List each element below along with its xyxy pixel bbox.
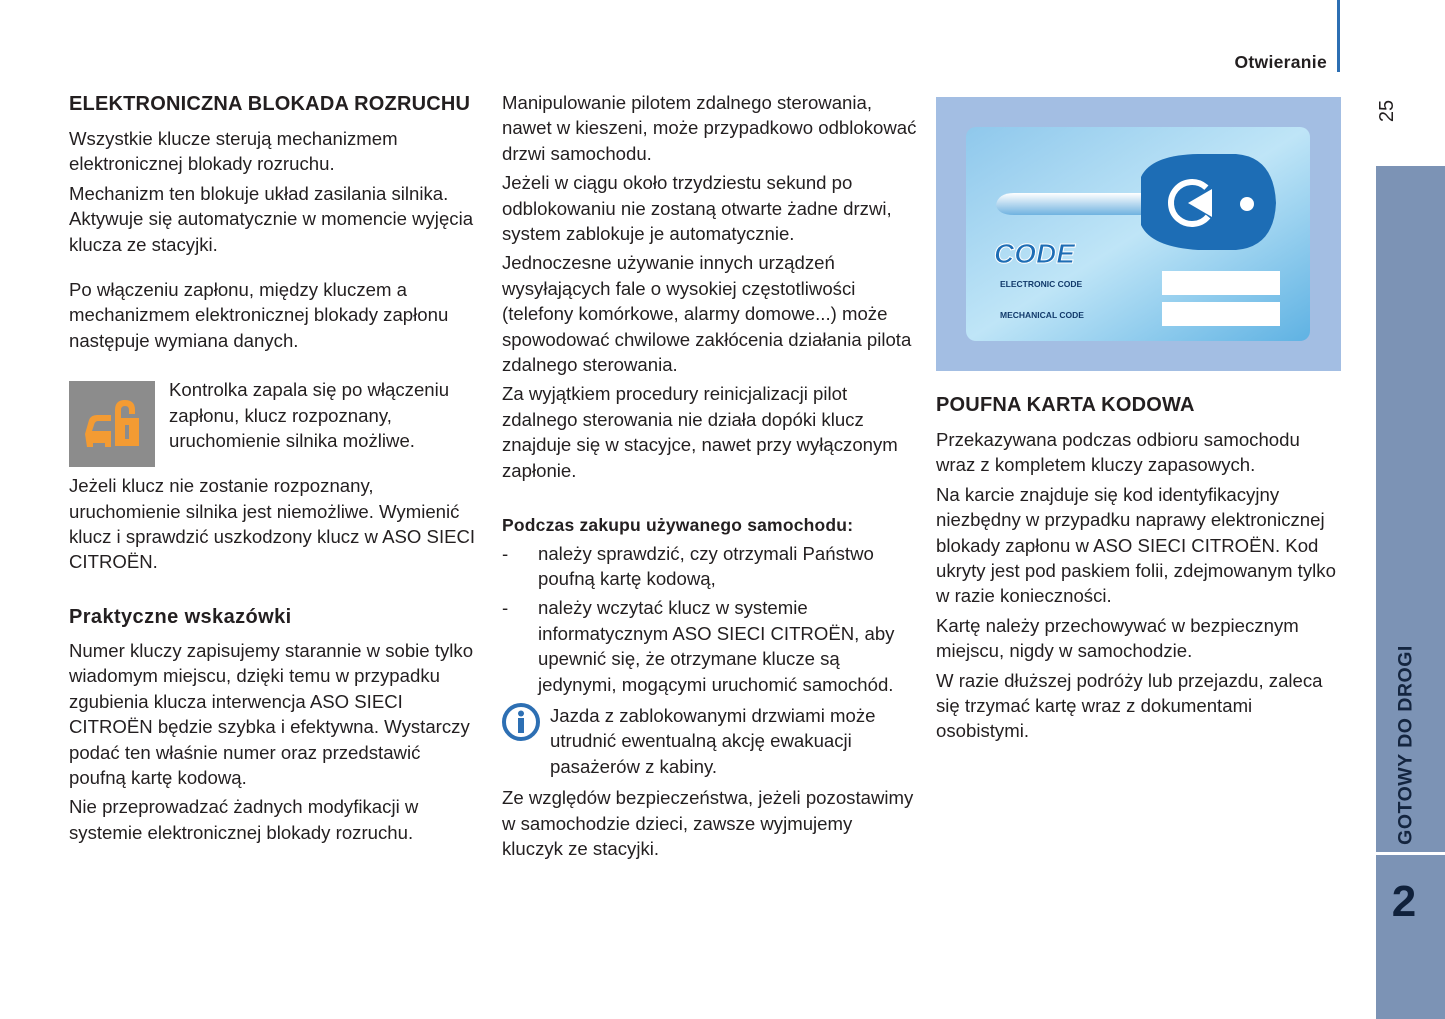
- page-section-title: Otwieranie: [1234, 52, 1327, 72]
- key-blade: [996, 193, 1141, 215]
- column-immobiliser: [69, 90, 479, 849]
- code-card-illustration: [936, 97, 1341, 371]
- page-number: 25: [1376, 99, 1398, 123]
- card-mechanical-label: MECHANICAL CODE: [1000, 310, 1084, 320]
- paragraph: Wszystkie klucze sterują mechanizmem elektronicznej blokady rozruchu.: [69, 128, 398, 175]
- paragraph: Jednoczesne używanie innych urządzeń wysyłających fale o wysokiej częstotliwości (telefony komórkowe, alarmy domowe...) może spowodować chwilowe zakłócenia działania pilota zdalnego sterowania.: [502, 252, 912, 376]
- chapter-label: [1376, 640, 1436, 850]
- chapter-number: 2: [1391, 877, 1417, 926]
- used-car-heading: Podczas zakupu używanego samochodu:: [502, 515, 854, 536]
- paragraph: Jeżeli w ciągu około trzydziestu sekund po odblokowaniu nie zostaną otwarte żadne drzwi, system zablokuje je automatycznie.: [502, 172, 892, 245]
- paragraph: Numer kluczy zapisujemy starannie w sobie tylko wiadomym miejscu, dzięki temu w przypadku zgubienia klucza interwencja ASO SIECI CITROËN będzie szybka i efektywna. Wystarczy podać ten właśnie numer oraz przedstawić poufną kartę kodową.: [69, 639, 474, 788]
- paragraph: Kartę należy przechowywać w bezpiecznym miejscu, nigdy w samochodzie.: [936, 614, 1299, 662]
- warning-lamp-note: [69, 377, 479, 467]
- paragraph: Ze względów bezpieczeństwa, jeżeli pozostawimy w samochodzie dzieci, zawsze wyjmujemy kluczyk ze stacyjki.: [502, 787, 914, 859]
- mechanical-code-field: [1162, 302, 1280, 326]
- paragraph: Po włączeniu zapłonu, między kluczem a mechanizmem elektronicznej blokady zapłonu następuje wymiana danych.: [69, 279, 449, 351]
- paragraph: Nie przeprowadzać żadnych modyfikacji w systemie elektronicznej blokady rozruchu.: [69, 796, 419, 843]
- column-remote-control: [502, 90, 917, 865]
- list-item: - należy wczytać klucz w systemie informatycznym ASO SIECI CITROËN, aby upewnić się, że otrzymane klucze są jedynymi, mogącymi uruchomić samochód.: [502, 595, 917, 697]
- header-rule: [1337, 0, 1340, 72]
- warning-lamp-text: Kontrolka zapala się po włączeniu zapłonu, klucz rozpoznany, uruchomienie silnika możliwe.: [169, 379, 450, 452]
- card-electronic-label: ELECTRONIC CODE: [1000, 279, 1083, 289]
- info-icon: [502, 703, 540, 741]
- paragraph: Jeżeli klucz nie zostanie rozpoznany, uruchomienie silnika jest niemożliwe. Wymienić klucz i sprawdzić uszkodzony klucz w ASO SIECI CITROËN.: [69, 475, 476, 573]
- info-note: [502, 703, 917, 779]
- chapter-label-text: GOTOWY DO DROGI: [1394, 645, 1417, 845]
- section-heading-code-card: POUFNA KARTA KODOWA: [936, 394, 1195, 416]
- side-tab-divider: [1376, 852, 1445, 855]
- list-item: - należy sprawdzić, czy otrzymali Państwo poufną kartę kodową,: [502, 541, 917, 592]
- paragraph: W razie dłuższej podróży lub przejazdu, zaleca się trzymać kartę wraz z dokumentami osobistymi.: [936, 669, 1323, 742]
- info-note-text: Jazda z zablokowanymi drzwiami może utrudnić ewentualną akcję ewakuacji pasażerów z kabiny.: [550, 704, 876, 777]
- paragraph: Na karcie znajduje się kod identyfikacyjny niezbędny w przypadku naprawy elektronicznej blokady zapłonu w ASO SIECI CITROËN. Kod ukryty jest pod paskiem folii, zdejmowanym tylko w razie konieczności.: [936, 483, 1336, 607]
- section-heading-immobiliser: ELEKTRONICZNA BLOKADA ROZRUCHU: [69, 93, 471, 115]
- subheading-practical-tips: Praktyczne wskazówki: [69, 605, 292, 628]
- paragraph: Za wyjątkiem procedury reinicjalizacji pilot zdalnego sterowania nie działa dopóki klucz znajduje się w stacyjce, nawet przy wyłączonym zapłonie.: [502, 383, 898, 481]
- used-car-checklist: [502, 541, 917, 697]
- immobiliser-warning-lamp-icon: [69, 381, 155, 467]
- card-code-label: CODE: [994, 238, 1075, 269]
- electronic-code-field: [1162, 271, 1280, 295]
- column-code-card: [936, 97, 1341, 748]
- paragraph: Przekazywana podczas odbioru samochodu wraz z kompletem kluczy zapasowych.: [936, 429, 1300, 476]
- paragraph: Manipulowanie pilotem zdalnego sterowania, nawet w kieszeni, może przypadkowo odblokować drzwi samochodu.: [502, 92, 917, 164]
- paragraph: Mechanizm ten blokuje układ zasilania silnika. Aktywuje się automatycznie w momencie wyjęcia klucza ze stacyjki.: [69, 182, 474, 255]
